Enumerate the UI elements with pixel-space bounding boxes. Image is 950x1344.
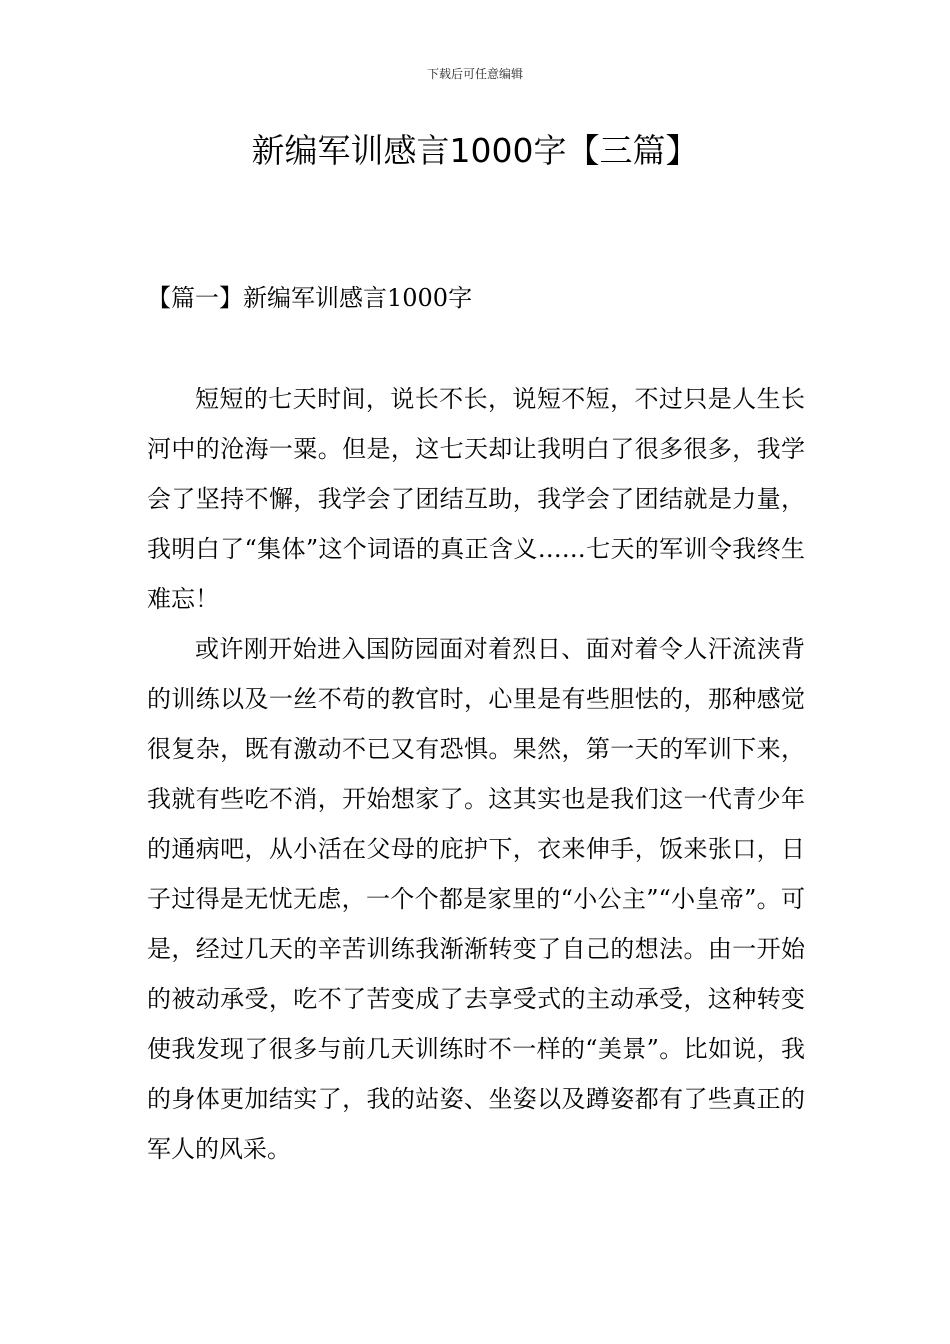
article-body (147, 374, 805, 1174)
paragraph: 短短的七天时间，说长不长，说短不短，不过只是人生长河中的沧海一粟。但是，这七天却让我明白了很多很多，我学会了坚持不懈，我学会了团结互助，我学会了团结就是力量，我明白了“集体”这个词语的真正含义……七天的军训令我终生难忘！ (147, 385, 805, 613)
document-title: 新编军训感言1000字【三篇】 (251, 131, 699, 170)
section-heading: 【篇一】新编军训感言1000字 (147, 284, 473, 312)
paragraph: 或许刚开始进入国防园面对着烈日、面对着令人汗流浃背的训练以及一丝不苟的教官时，心里是有些胆怯的，那种感觉很复杂，既有激动不已又有恐惧。果然，第一天的军训下来，我就有些吃不消，开始想家了。这其实也是我们这一代青少年的通病吧，从小活在父母的庇护下，衣来伸手，饭来张口，日子过得是无忧无虑，一个个都是家里的“小公主”“小皇帝”。可是，经过几天的辛苦训练我渐渐转变了自己的想法。由一开始的被动承受，吃不了苦变成了去享受式的主动承受，这种转变使我发现了很多与前几天训练时不一样的“美景”。比如说，我的身体更加结实了，我的站姿、坐姿以及蹲姿都有了些真正的军人的风采。 (147, 635, 805, 1163)
header-note: 下载后可任意编辑 (426, 67, 523, 81)
